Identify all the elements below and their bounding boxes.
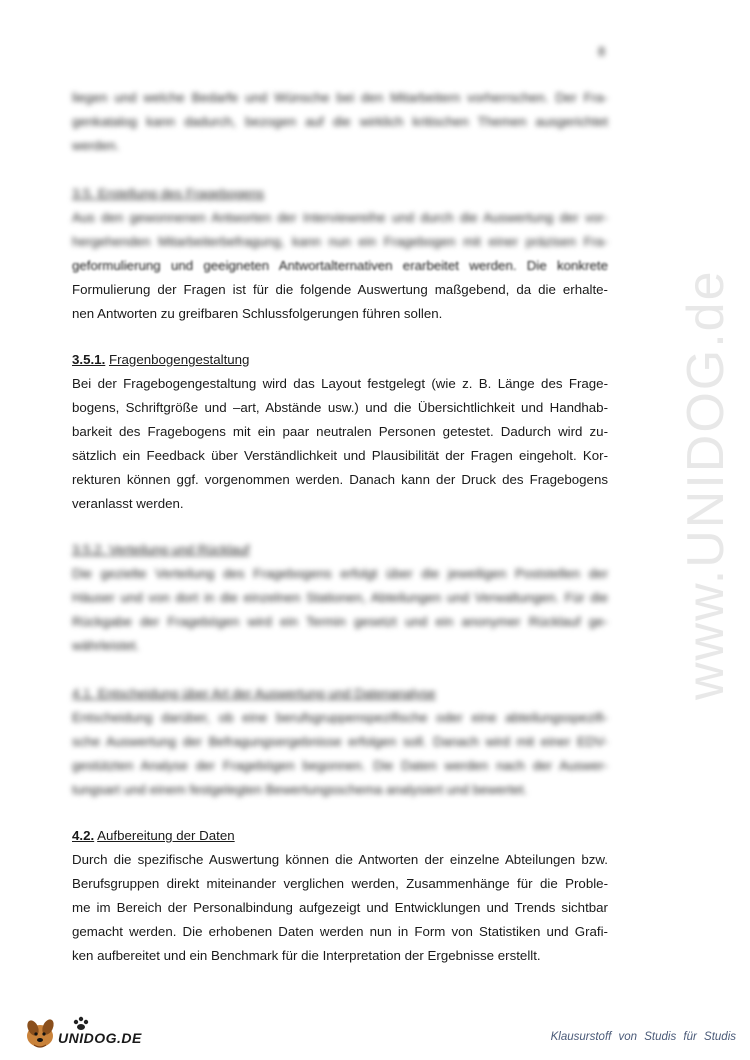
text-line: sätzlich ein Feedback über Verständlichkeit und Plausibilität der Fragen eingeholt. Kor- xyxy=(72,448,608,463)
text-line: Häuser und von dort in die einzelnen Stationen, Abteilungen und Verwaltungen. Für die xyxy=(72,590,608,605)
text-line: Berufsgruppen direkt miteinander verglichen werden, Zusammenhänge für die Proble- xyxy=(72,876,608,891)
text-line: geformulierung und geeigneten Antwortalternativen erarbeitet werden. Die konkrete xyxy=(72,258,608,273)
blurred-paragraph-1 xyxy=(72,86,608,158)
partial-blur-line xyxy=(72,254,608,278)
page-number: 8 xyxy=(598,44,606,59)
text-line: liegen und welche Bedarfe und Wünsche bei den Mitarbeitern vorherrschen. Der Fra- xyxy=(72,90,608,105)
watermark: www.UNIDOG.de xyxy=(677,269,735,700)
section-title: Fragenbogengestaltung xyxy=(108,352,250,367)
text-line: Die gezielte Verteilung des Fragebogens erfolgt über die jeweiligen Poststellen der xyxy=(72,566,608,581)
section-heading-3-5-1 xyxy=(72,348,249,372)
section-number: 3.5.1. xyxy=(72,352,106,367)
text-line: genkatalog kann dadurch, bezogen auf die wirklich kritischen Themen ausgerichtet xyxy=(72,114,608,129)
text-line: ken aufbereitet und ein Benchmark für die Interpretation der Ergebnisse erstellt. xyxy=(72,948,541,963)
text-line: barkeit des Fragebogens mit ein paar neutralen Personen getestet. Dadurch wird zu- xyxy=(72,424,608,439)
text-line: währleistet. xyxy=(72,638,140,653)
footer-tagline: Klausurstoff von Studis für Studis xyxy=(550,1031,736,1043)
text-line: rekturen können ggf. vorgenommen werden. Danach kann der Druck des Fragebogens xyxy=(72,472,608,487)
blurred-paragraph-4 xyxy=(72,706,608,802)
text-line: bogens, Schriftgröße und –art, Abstände usw.) und die Übersichtlichkeit und Handhab- xyxy=(72,400,608,415)
blurred-paragraph-3 xyxy=(72,562,608,658)
text-line: Durch die spezifische Auswertung können die Antworten der einzelne Abteilungen bzw. xyxy=(72,852,608,867)
section-4-2-body xyxy=(72,848,608,968)
text-line: nen Antworten zu greifbaren Schlussfolgerungen führen sollen. xyxy=(72,306,443,321)
text-line: Bei der Fragebogengestaltung wird das Layout festgelegt (wie z. B. Länge des Frage- xyxy=(72,376,608,391)
text-line: me im Bereich der Personalbindung aufgezeigt und Entwicklungen und Trends sichtbar xyxy=(72,900,608,915)
text-line: gestützten Analyse der Fragebögen begonnen. Die Daten werden nach der Auswer- xyxy=(72,758,608,773)
blurred-heading-4-1: 4.1. Entscheidung über Art der Auswertung und Datenanalyse xyxy=(72,686,436,701)
blurred-heading-3-5-2: 3.5.2. Verteilung und Rücklauf xyxy=(72,542,250,557)
text-line: Formulierung der Fragen ist für die folgende Auswertung maßgebend, da die erhalte- xyxy=(72,282,608,297)
text-line: Entscheidung darüber, ob eine berufsgruppenspezifische oder eine abteilungsspezifi- xyxy=(72,710,608,725)
section-heading-4-2 xyxy=(72,824,235,848)
text-line: werden. xyxy=(72,138,120,153)
section-number: 4.2. xyxy=(72,828,95,843)
section-title: Aufbereitung der Daten xyxy=(97,828,235,843)
text-line: veranlasst werden. xyxy=(72,496,184,511)
text-line: tungsart und einem festgelegten Bewertungsschema analysiert und bewertet. xyxy=(72,782,528,797)
clear-paragraph-1 xyxy=(72,278,608,326)
section-3-5-1-body xyxy=(72,372,608,516)
text-line: gemacht werden. Die erhobenen Daten werden nun in Form von Statistiken und Grafi- xyxy=(72,924,608,939)
blurred-heading-3-5: 3.5. Erstellung des Fragebogens xyxy=(72,186,265,201)
text-line: hergehenden Mitarbeiterbefragung, kann nun ein Fragebogen mit einer präzisen Fra- xyxy=(72,234,608,249)
text-line: Rückgabe der Fragebögen wird ein Termin gesetzt und ein anonymer Rücklauf ge- xyxy=(72,614,608,629)
logo-text: UNIDOG.DE xyxy=(58,1030,142,1046)
text-line: Aus den gewonnenen Antworten der Interviewreihe und durch die Auswertung der vor- xyxy=(72,210,608,225)
text-line: sche Auswertung der Befragungsergebnisse erfolgen soll. Danach wird mit einer EDV- xyxy=(72,734,608,749)
blurred-paragraph-2 xyxy=(72,206,608,254)
